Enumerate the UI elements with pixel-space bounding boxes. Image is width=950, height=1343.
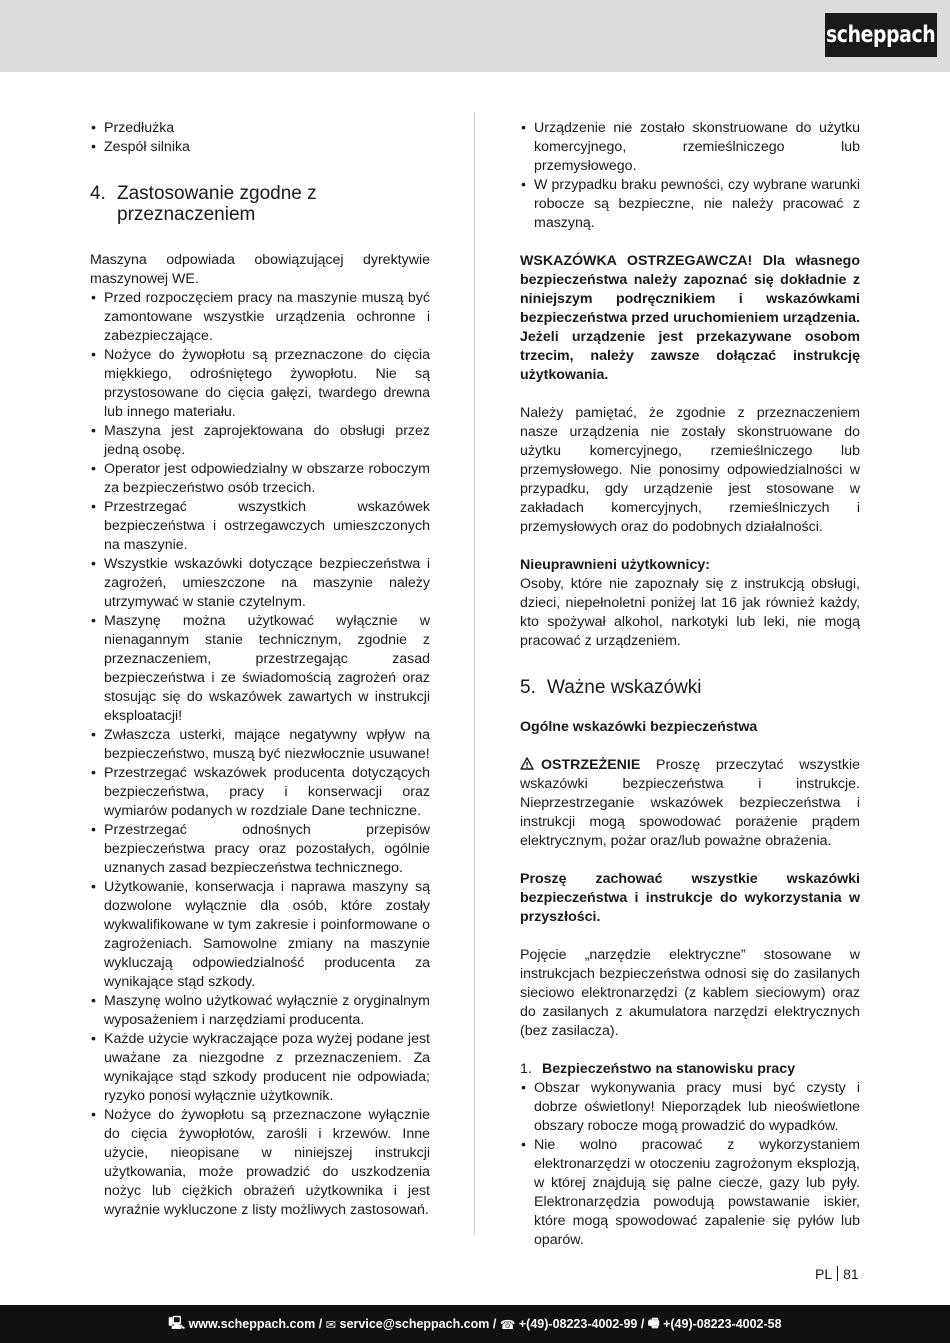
intended-use-list <box>90 289 430 1220</box>
list-item: • Przestrzegać wszystkich wskazówek bezpieczeństwa i ostrzegawczych umieszczonych na maszynie. <box>90 498 430 555</box>
list-item: • Operator jest odpowiedzialny w obszarze roboczym za bezpieczeństwo osób trzecich. <box>90 460 430 498</box>
logo-text: scheppach <box>826 22 936 48</box>
section-number: 4. <box>90 183 106 204</box>
list-item: • Przed rozpoczęciem pracy na maszynie muszą być zamontowane wszystkie urządzenia ochronne i zabezpieczające. <box>90 289 430 346</box>
component-list <box>90 119 430 157</box>
list-item: • Obszar wykonywania pracy musi być czysty i dobrze oświetlony! Nieporządek lub nieoświetlone obszary robocze mogą prowadzić do wypadków. <box>520 1079 860 1136</box>
warning-triangle-icon <box>520 756 536 775</box>
section-number: 5. <box>520 677 536 698</box>
power-tool-definition: Pojęcie „narzędzie elektryczne” stosowane w instrukcjach bezpieczeństwa odnosi się do zasilanych sieciowo elektronarzędzi (z kablem sieciowym) oraz do zasilanych z akumulatora narzędzi elektrycznych (bez zasilacza). <box>520 947 860 1039</box>
commercial-use-paragraph: Należy pamiętać, że zgodnie z przeznaczeniem nasze urządzenia nie zostały skonstruowane do użytku komercyjnego, rzemieślniczego lub przemysłowego. Nie ponosimy odpowiedzialności w przypadku, gdy urządzenie jest stosowane w zakładach komercyjnych, rzemieślniczych i przemysłowych oraz do podobnych działalności. <box>520 405 860 535</box>
subsection-title: Bezpieczeństwo na stanowisku pracy <box>542 1061 796 1077</box>
list-item: • Maszynę wolno użytkować wyłącznie z oryginalnym wyposażeniem i narzędziami producenta. <box>90 992 430 1030</box>
page-language: PL <box>815 1266 833 1282</box>
list-item: • Użytkowanie, konserwacja i naprawa maszyny są dozwolone wyłącznie dla osób, które zostały wykwalifikowane w tym zakresie i poinformowane o zagrożeniach. Samowolne zmiany na maszynie wykluczają odpowiedzialność producenta za wynikające stąd szkody. <box>90 878 430 992</box>
page-separator <box>837 1266 838 1281</box>
section-title: Ważne wskazówki <box>547 677 702 698</box>
list-item: • Przestrzegać wskazówek producenta dotyczących bezpieczeństwa, pracy i konserwacji oraz wymiarów podanych w rozdziale Dane techniczne. <box>90 764 430 821</box>
list-item: • Zwłaszcza usterki, mające negatywny wpływ na bezpieczeństwo, muszą być niezwłocznie usuwane! <box>90 726 430 764</box>
intro-paragraph: Maszyna odpowiada obowiązującej dyrektywie maszynowej WE. <box>90 252 430 287</box>
contact-footer <box>0 1305 950 1343</box>
list-item: • Nożyce do żywopłotu są przeznaczone do cięcia miękkiego, odrośniętego żywopłotu. Nie są przystosowane do cięcia gałęzi, twardego drewna lub innego materiału. <box>90 346 430 422</box>
header-band <box>0 0 950 72</box>
list-item: • Urządzenie nie zostało skonstruowane do użytku komercyjnego, rzemieślniczego lub przemysłowego. <box>520 119 860 176</box>
footer-website[interactable]: www.scheppach.com / <box>188 1317 323 1331</box>
list-item: • Przestrzegać odnośnych przepisów bezpieczeństwa pracy oraz pozostałych, ogólnie uznanych zasad bezpieczeństwa technicznego. <box>90 821 430 878</box>
left-column <box>90 119 430 1220</box>
footer-phone: +(49)-08223-4002-99 / <box>518 1317 645 1331</box>
computer-icon: 🖳 <box>168 1315 189 1330</box>
column-divider <box>474 112 475 1235</box>
caution-text: Proszę przeczytać wszystkie wskazówki bezpieczeństwa i instrukcje. Nieprzestrzeganie wskazówek bezpieczeństwa i instrukcji mogą spowodować porażenie prądem elektrycznym, pożar oraz/lub poważne obrażenia. <box>520 757 860 849</box>
general-safety-heading: Ogólne wskazówki bezpieczeństwa <box>520 719 758 735</box>
workplace-safety-list <box>520 1079 860 1250</box>
section-title: Zastosowanie zgodne z przeznaczeniem <box>117 183 317 225</box>
restriction-list <box>520 119 860 233</box>
caution-paragraph <box>520 756 860 851</box>
list-item: • Nożyce do żywopłotu są przeznaczone wyłącznie do cięcia żywopłotów, zarośli i krzewów. Inne użycie, nieopisane w niniejszej instrukcji użytkowania, może prowadzić do uszkodzenia nożyc lub ciężkich obrażeń użytkownika i jest wyraźnie wykluczone z listy możliwych zastosowań. <box>90 1106 430 1220</box>
fax-icon: 🖷 <box>647 1315 664 1330</box>
keep-instructions-note: Proszę zachować wszystkie wskazówki bezpieczeństwa i instrukcje do wykorzystania w przyszłości. <box>520 871 860 925</box>
scheppach-logo <box>825 13 937 57</box>
workplace-safety-heading <box>520 1060 860 1079</box>
list-item: • Wszystkie wskazówki dotyczące bezpieczeństwa i zagrożeń, umieszczone na maszynie należy utrzymywać w stanie czytelnym. <box>90 555 430 612</box>
list-item: • Przedłużka <box>90 119 430 138</box>
list-item: • Maszynę można użytkować wyłącznie w nienagannym stanie technicznym, zgodnie z przeznaczeniem, przestrzegając zasad bezpieczeństwa i ze świadomością zagrożeń oraz stosując się do wskazówek zawartych w instrukcji eksploatacji! <box>90 612 430 726</box>
list-item: • Maszyna jest zaprojektowana do obsługi przez jedną osobę. <box>90 422 430 460</box>
section-heading-4 <box>90 183 430 225</box>
subsection-number: 1. <box>520 1061 532 1077</box>
mail-icon: ✉ <box>325 1317 340 1332</box>
footer-fax: +(49)-08223-4002-58 <box>663 1317 782 1331</box>
page-number-value: 81 <box>843 1266 859 1282</box>
right-column <box>520 119 860 1250</box>
page-number <box>815 1265 859 1283</box>
footer-email[interactable]: service@scheppach.com / <box>339 1317 497 1331</box>
phone-icon: ☎ <box>499 1317 519 1332</box>
list-item: • Nie wolno pracować z wykorzystaniem elektronarzędzi w otoczeniu zagrożonym eksplozją, w której znajdują się palne ciecze, gazy lub pyły. Elektronarzędzia powodują powstawanie iskier, które mogą spowodować zapalenie się pyłów lub oparów. <box>520 1136 860 1250</box>
warning-block: WSKAZÓWKA OSTRZEGAWCZA! Dla własnego bezpieczeństwa należy zapoznać się dokładnie z niniejszym podręcznikiem i wskazówkami bezpieczeństwa przed uruchomieniem urządzenia. Jeżeli urządzenie jest przekazywane osobom trzecim, należy zawsze dołączać instrukcję użytkowania. <box>520 253 860 383</box>
list-item: • Każde użycie wykraczające poza wyżej podane jest uważane za niezgodne z przeznaczeniem. Za wynikające stąd szkody producent nie odpowiada; ryzyko ponosi wyłącznie użytkownik. <box>90 1030 430 1106</box>
unauthorized-users-text: Osoby, które nie zapoznały się z instrukcją obsługi, dzieci, niepełnoletni poniżej lat 16 jak również każdy, kto spożywał alkohol, narkotyki lub leki, nie mogą pracować z urządzeniem. <box>520 576 860 649</box>
list-item: • Zespół silnika <box>90 138 430 157</box>
caution-label: OSTRZEŻENIE <box>541 757 641 773</box>
unauthorized-users-heading: Nieuprawnieni użytkownicy: <box>520 557 710 573</box>
section-heading-5 <box>520 677 860 699</box>
list-item: • W przypadku braku pewności, czy wybrane warunki robocze są bezpieczne, nie należy pracować z maszyną. <box>520 176 860 233</box>
